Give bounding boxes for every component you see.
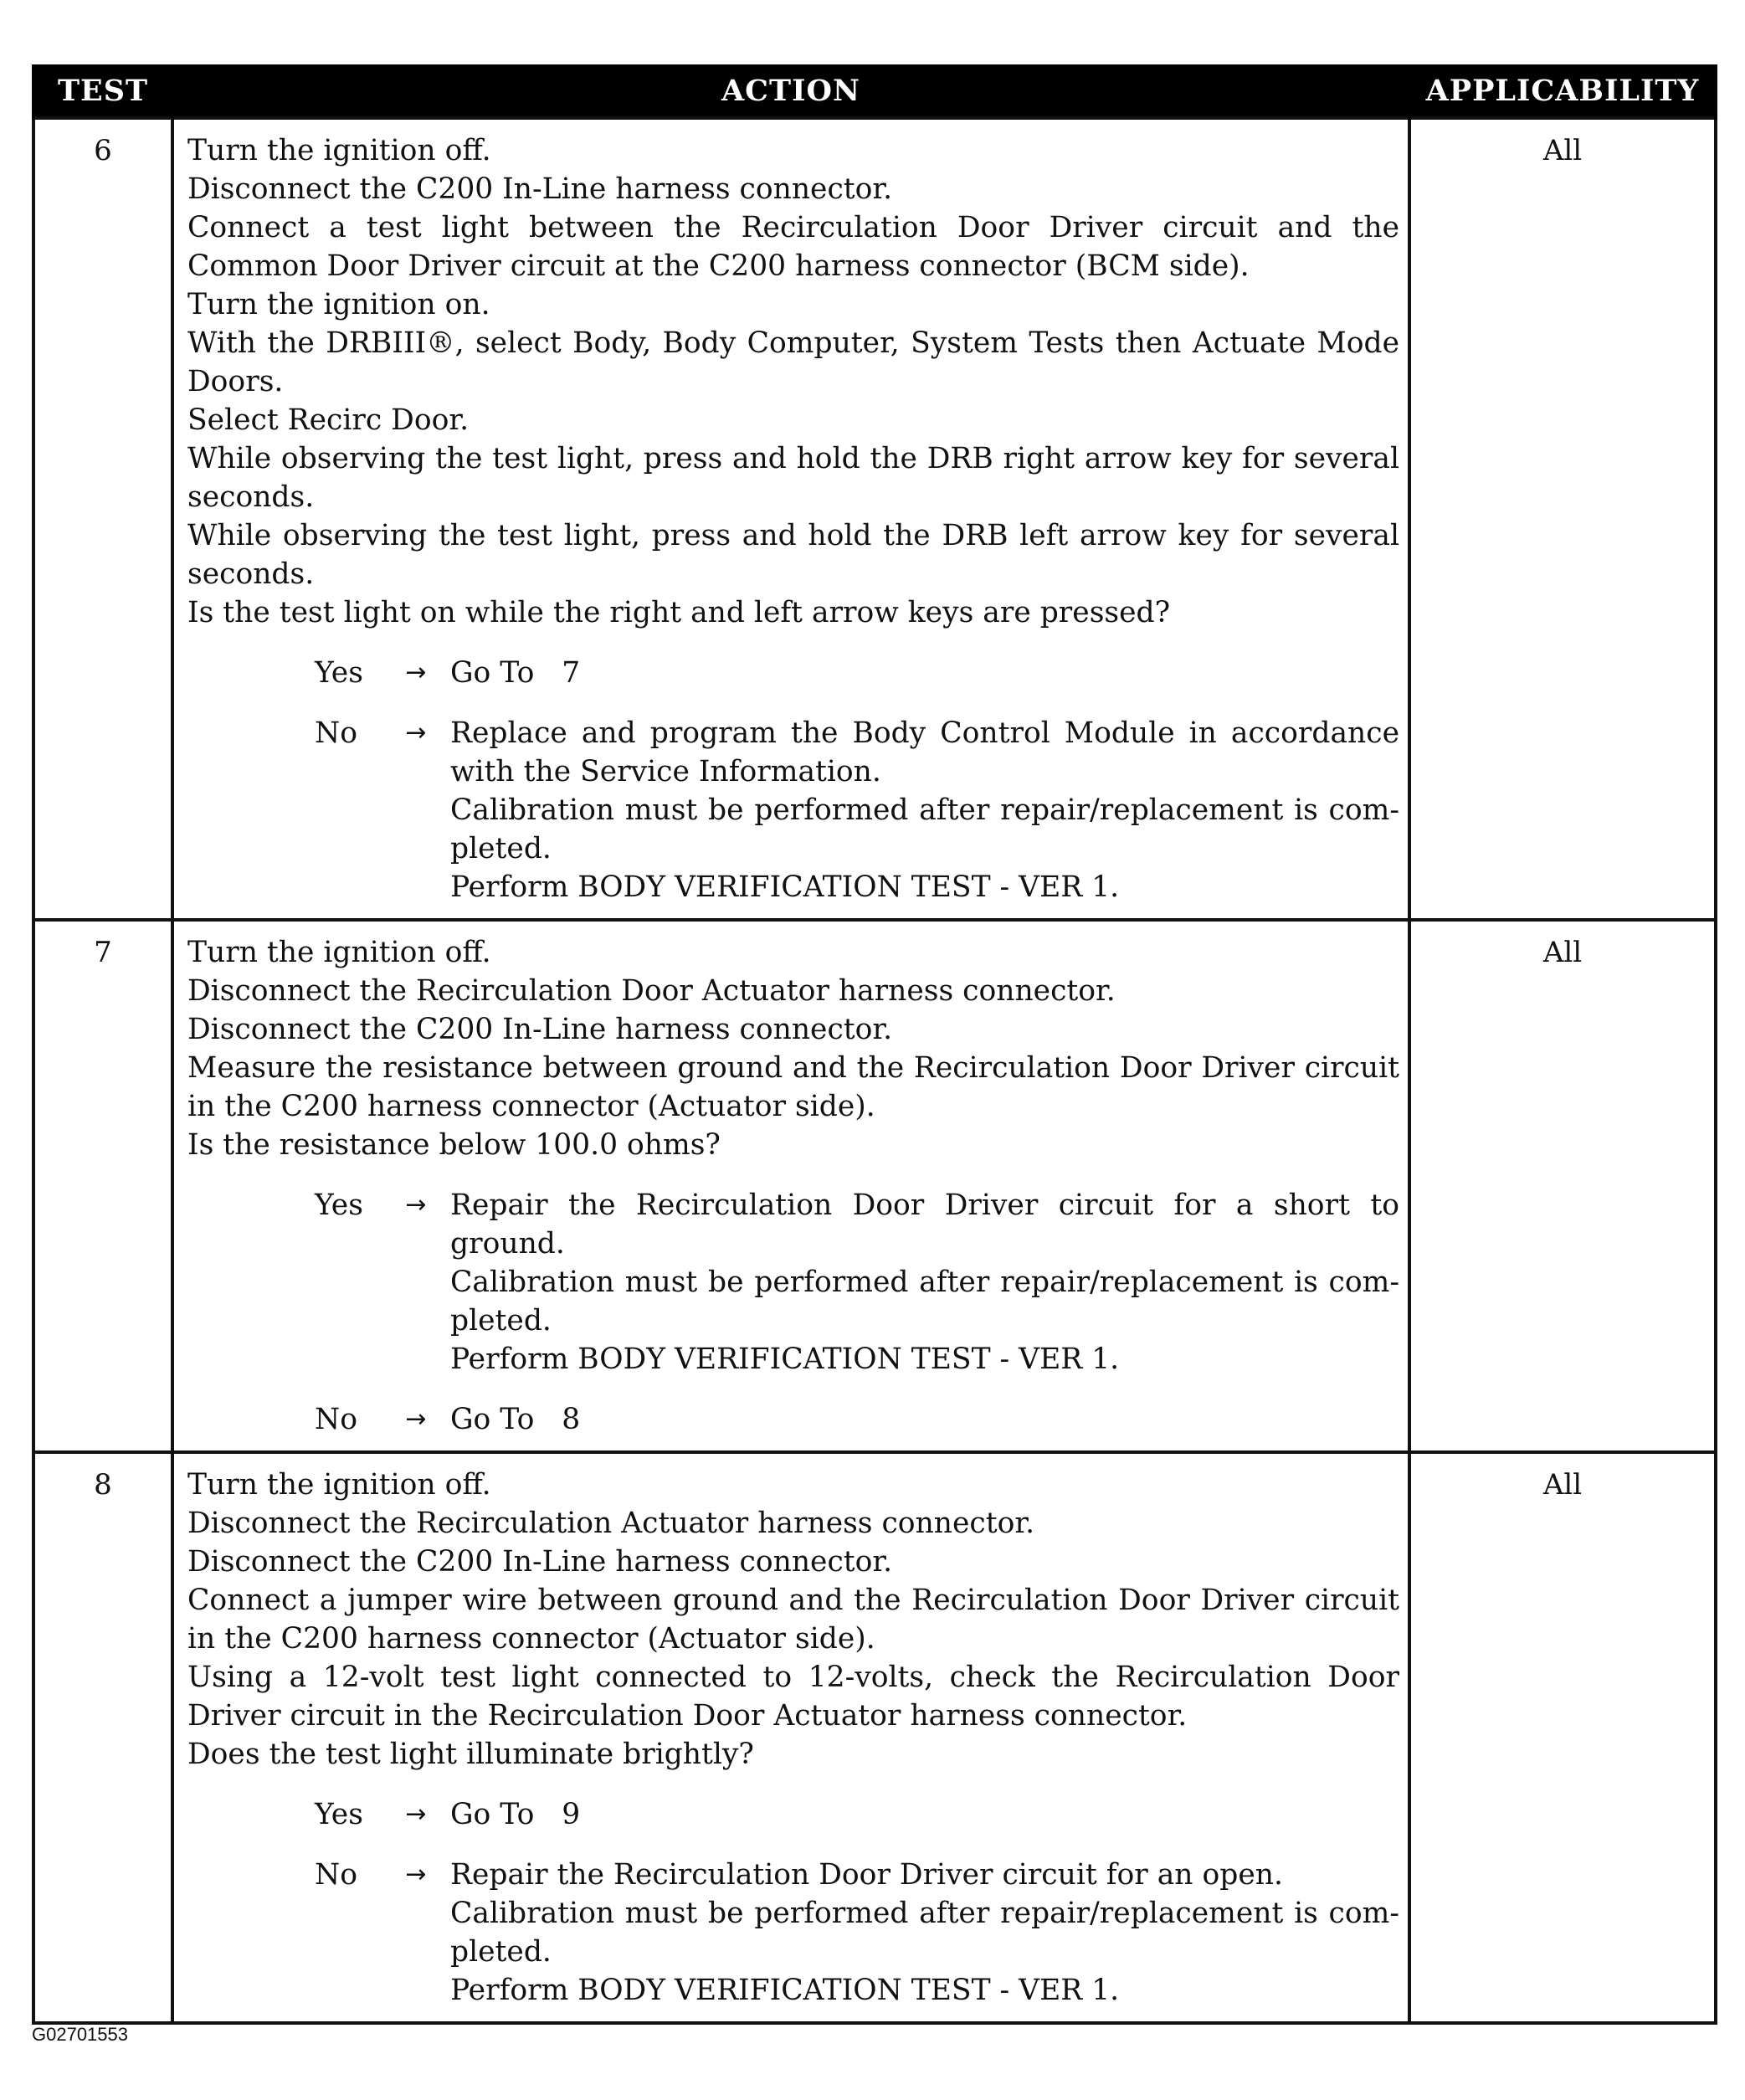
- outcome-label: Yes: [315, 1798, 363, 1831]
- table-row: [33, 920, 1716, 1452]
- arrow-right-icon: →: [405, 1404, 427, 1434]
- action-step: Does the test light illuminate brightly?: [187, 1738, 754, 1771]
- action-step: Disconnect the Recirculation Actuator harness connector.: [187, 1507, 1035, 1540]
- action-step: While observing the test light, press and hold the DRB right arrow key for several seconds.: [187, 442, 1399, 514]
- outcome-label: No: [315, 1403, 357, 1436]
- action-step: Is the test light on while the right and left arrow keys are pressed?: [187, 596, 1171, 629]
- table-row: [33, 1452, 1716, 2023]
- outcome-line: Perform BODY VERIFICATION TEST - VER 1.: [450, 1974, 1120, 2007]
- outcome-body: [450, 1795, 1399, 1834]
- outcome-line: Go To 9: [450, 1798, 581, 1831]
- header-test: TEST: [33, 64, 172, 118]
- action-step: Measure the resistance between ground and the Recirculation Door Driver circuit in the C200 harness connector (Actuator side).: [187, 1051, 1399, 1123]
- outcome-line: Go To 8: [450, 1403, 581, 1436]
- outcome-body: [450, 654, 1399, 692]
- action-step: Is the resistance below 100.0 ohms?: [187, 1128, 721, 1162]
- action-step: Disconnect the C200 In-Line harness connector.: [187, 1545, 893, 1579]
- action-cell: [172, 920, 1409, 1452]
- action-step: Disconnect the C200 In-Line harness connector.: [187, 1013, 893, 1046]
- header-applicability: APPLICABILITY: [1409, 64, 1716, 118]
- applicability-cell: All: [1409, 920, 1716, 1452]
- action-step: Connect a test light between the Recirculation Door Driver circuit and the Common Door Driver circuit at the C200 harness connector (BCM side).: [187, 211, 1399, 283]
- action-step: Turn the ignition off.: [187, 1468, 491, 1502]
- outcome-line: Repair the Recirculation Door Driver circuit for an open.: [450, 1858, 1283, 1892]
- action-step: Using a 12-volt test light connected to 12-volts, check the Recirculation Door Driver circuit in the Recirculation Door Actuator harness connector.: [187, 1661, 1399, 1733]
- outcome-body: [450, 1400, 1399, 1439]
- arrow-right-icon: →: [405, 1190, 427, 1219]
- diagnostic-test-table: [32, 64, 1717, 2025]
- action-step: Connect a jumper wire between ground and the Recirculation Door Driver circuit in the C200 harness connector (Actuator side).: [187, 1584, 1399, 1656]
- action-cell: [172, 1452, 1409, 2023]
- arrow-right-icon: →: [405, 658, 427, 687]
- arrow-right-icon: →: [405, 1800, 427, 1829]
- outcome-body: [450, 1856, 1399, 2010]
- action-step: Turn the ignition off.: [187, 134, 491, 167]
- outcome-yes: [187, 1186, 1409, 1379]
- outcome-yes: [187, 654, 1399, 692]
- action-step: While observing the test light, press and hold the DRB left arrow key for several seconds.: [187, 519, 1399, 591]
- outcome-no: [187, 1856, 1399, 2010]
- action-step: Turn the ignition on.: [187, 288, 490, 321]
- test-number: 7: [33, 920, 172, 1452]
- outcome-label: Yes: [315, 1189, 363, 1222]
- outcome-body: [450, 714, 1409, 906]
- outcome-line: Calibration must be performed after repair/replacement is com-pleted.: [450, 793, 1399, 865]
- outcome-yes: [187, 1795, 1399, 1834]
- applicability-cell: All: [1409, 118, 1716, 920]
- outcome-label: No: [315, 716, 357, 750]
- outcome-line: Perform BODY VERIFICATION TEST - VER 1.: [450, 870, 1120, 904]
- outcome-line: Calibration must be performed after repair/replacement is com-pleted.: [450, 1897, 1399, 1969]
- arrow-right-icon: →: [405, 718, 427, 747]
- action-step: Turn the ignition off.: [187, 936, 491, 969]
- outcome-line: Perform BODY VERIFICATION TEST - VER 1.: [450, 1343, 1120, 1376]
- header-action: ACTION: [172, 64, 1409, 118]
- table-row: [33, 118, 1716, 920]
- applicability-cell: All: [1409, 1452, 1716, 2023]
- test-number: 8: [33, 1452, 172, 2023]
- outcome-label: Yes: [315, 656, 363, 690]
- outcome-line: Repair the Recirculation Door Driver circuit for a short to ground.: [450, 1189, 1409, 1261]
- action-step: Disconnect the Recirculation Door Actuator harness connector.: [187, 974, 1116, 1008]
- table-header: [33, 64, 1716, 118]
- outcome-body: [450, 1186, 1409, 1379]
- action-step: Select Recirc Door.: [187, 403, 470, 437]
- outcome-line: Replace and program the Body Control Module in accordance with the Service Information.: [450, 716, 1409, 788]
- test-number: 6: [33, 118, 172, 920]
- table-body: [33, 118, 1716, 2023]
- outcome-no: [187, 1400, 1399, 1439]
- figure-id: G02701553: [32, 2024, 128, 2045]
- outcome-label: No: [315, 1858, 357, 1892]
- arrow-right-icon: →: [405, 1860, 427, 1889]
- action-step: Disconnect the C200 In-Line harness connector.: [187, 172, 893, 206]
- action-step: With the DRBIII®, select Body, Body Computer, System Tests then Actuate Mode Doors.: [187, 326, 1399, 398]
- action-cell: [172, 118, 1409, 920]
- outcome-line: Go To 7: [450, 656, 581, 690]
- outcome-no: [187, 714, 1409, 906]
- outcome-line: Calibration must be performed after repair/replacement is com-pleted.: [450, 1266, 1399, 1338]
